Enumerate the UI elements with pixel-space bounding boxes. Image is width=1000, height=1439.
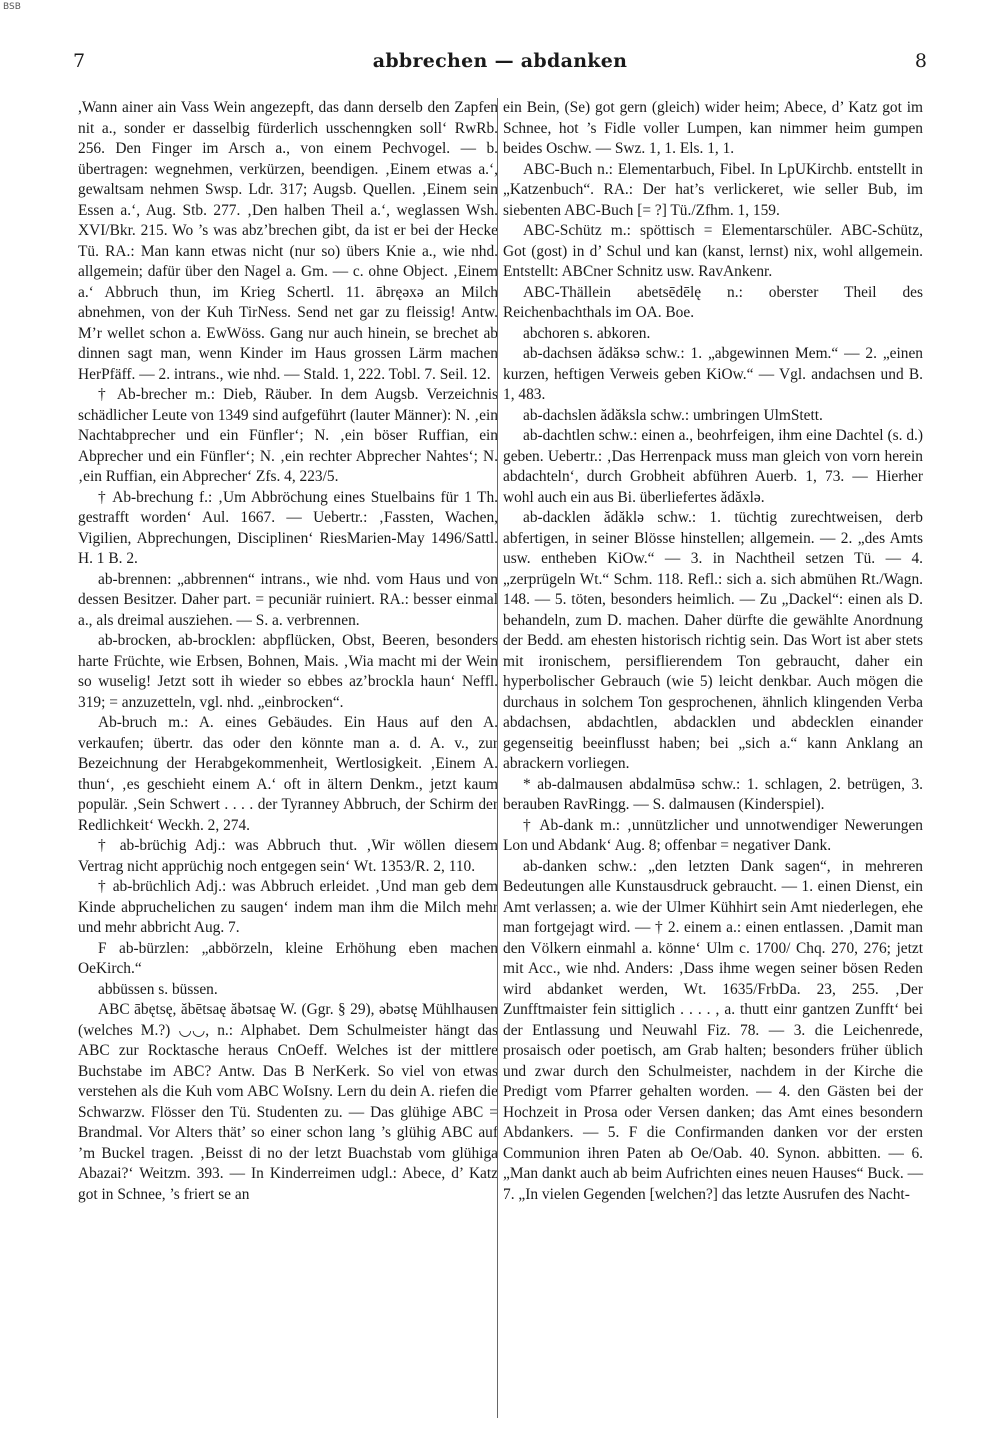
entry-ab-brechung: † Ab-brechung f.: ‚Um Abbröchung eines Stuelbains für 1 Th. gestrafft worden‘ Aul. 1667. — Uebertr.: ‚Fassten, Wachen, Vigilien, Abprechungen, Disciplinen‘ RiesMarien-May 1496/Sattl. H. 1 B. 2. <box>78 488 498 567</box>
entry-ab-dank: † Ab-dank m.: ‚unnützlicher und unnotwendiger Newerungen Lon und Abdank‘ Aug. 8; offenbar = negativer Dank. <box>503 816 923 854</box>
entry-ab-dachslen: ab-dachslen ădăksla schw.: umbringen UlmStett. <box>523 406 823 424</box>
entry-abc-schuetz: ABC-Schütz m.: spöttisch = Elementarschüler. ABC-Schütz, Got (gost) in d’ Schul und kan (kanst, lernst) nix, wohl allgemein. Entstellt: ABCner Schnitz usw. RavAnkenr. <box>503 222 923 280</box>
entry-ab-bruechig: † ab-brüchig Adj.: was Abbruch thut. ‚Wir wöllen diesem Vertrag nicht apprüchig noch entgegen sein‘ Wt. 1353/R. 2, 110. <box>78 837 498 875</box>
entry-abc-buch: ABC-Buch n.: Elementarbuch, Fibel. In LpUKirchb. entstellt in „Katzenbuch“. RA.: Der hat’s verlickeret, wie seller Bub, im siebenten ABC-Buch [= ?] Tü./Zfhm. 1, 159. <box>503 160 923 219</box>
entry-ab-dalmausen: * ab-dalmausen abdalmūsə schw.: 1. schlagen, 2. betrügen, 3. berauben RavRingg. — S. dalmausen (Kinderspiel). <box>503 775 923 813</box>
page-number-left: 7 <box>73 50 86 72</box>
page-number-right: 8 <box>914 50 927 72</box>
entry-ab-brennen: ab-brennen: „abbrennen“ intrans., wie nhd. vom Haus und von dessen Besitzer. Daher part. = pecuniär ruiniert. RA.: besser einmal a., als dreimal ausziehen. — S. a. verbrennen. <box>78 570 498 629</box>
left-column <box>78 98 498 1205</box>
entry-ab-bruechlich: † ab-brüchlich Adj.: was Abbruch erleidet. ‚Und man geb dem Kinde abpruchelichen zu saugen‘ indem man ihm die Milch mehr und mehr abbricht Aug. 7. <box>78 878 498 936</box>
entry-ab-danken: ab-danken schw.: „den letzten Dank sagen“, in mehreren Bedeutungen alle Kunstausdruck gebraucht. — 1. einen Dienst, ein Amt verlassen; a. wie der Ulmer Kühhirt sein Amt niederlegen, ehe man fortgejagt wird. — † 2. einem a.: einen entlassen. ‚Damit man den Völkern einmahl a. könne‘ Ulm c. 1700/ Chq. 270, 276; jetzt mit Acc., wie nhd. Anders: ‚Dass ihme wegen seiner bösen Reden wird abdanket werden, Wt. 1635/FrbDa. 23, 255. ‚Der Zunfftmaister fein sittiglich . . . . , a. thutt einr gantzen Zunfft‘ bei der Entlassung und Neuwahl Fiz. 78. — 3. die Leichenrede, prosaisch oder poetisch, am Grab halten; besonders früher üblich und zwar durch den Schulmeister, nachdem in der Kirche die Predigt vom Pfarrer gehalten worden. — 4. den Gästen bei der Hochzeit in Prosa oder Versen danken; das Amt eines besondern Abdankers. — 5. F die Confirmanden danken vor der ersten Communion ihren Paten ab Oe/Oab. 40. Synon. abbitten. — 6. „Man dankt auch ab beim Aufrichten eines neuen Hauses“ Buck. — 7. „In vielen Gegenden [welchen?] das letzte Ausrufen des Nacht- <box>503 857 923 1203</box>
entry-ab-dacklen: ab-dacklen ădăklə schw.: 1. tüchtig zurechtweisen, derb abfertigen, in seiner Blösse hinstellen; allgemein. — 2. „des Amts usw. entheben KiOw.“ — 3. in Nachtheil setzen Tü. — 4. „zerprügeln Wt.“ Schm. 118. Refl.: sich a. sich abmühen Rt./Wagn. 148. — 5. töten, besonders heimlich. — Zu „Dackel“: einen als D. behandeln, zum D. machen. Daher dürfte die gewählte Anordnung der Bedd. am ehesten historisch richtig sein. Das Wort ist aber stets mit ironischem, persiflierendem Ton gebraucht, daher ein hyperbolischer Gebrauch (wie 5) leicht denkbar. Auch mögen die durchaus in solchem Ton gesprochenen, ähnlich klingenden Verba abdachsen, abdachtlen, abdacklen und abdecklen einander gegenseitig beeinflusst haben; bei „sich a.“ kann Anklang an abrackern vorliegen. <box>503 509 923 772</box>
entry-abbuessen: abbüssen s. büssen. <box>98 980 218 998</box>
running-head <box>0 50 1000 78</box>
entry-ab-buerzlen: F ab-bürzlen: „abbörzeln, kleine Erhöhung eben machen OeKirch.“ <box>78 939 498 977</box>
entry-ab-brecher: † Ab-brecher m.: Dieb, Räuber. In dem Augsb. Verzeichnis schädlicher Leute von 1349 sind aufgeführt (lauter Männer): N. ‚ein Nachtabprecher und ein Fünfler‘; N. ‚ein böser Ruffian, ein Abprecher und ein Fünfler‘; N. ‚ein rechter Abprecher Nahtes‘; N. ‚ein Ruffian, ein Abprecher‘ Zfs. 4, 223/5. <box>78 386 498 485</box>
entry-abc: ABC ābętsę, ăbētsaę ăbətsaę W. (Ggr. § 29), əbətsę Mühlhausen (welches M.?) ◡◡, n.: Alphabet. Dem Schulmeister hängt das ABC zur Rocktasche heraus CnOeff. Welches ist der mittlere Buchstabe im ABC? Antw. Das B NerKerk. So viel von etwas verstehen als die Kuh vom ABC WoIsny. Lern du dein A. riefen die Schwarzw. Flösser den Tü. Studenten zu. — Das glühige ABC = Brandmal. Vor Alters thät’ so einer schon lang ’s glühig ABC auf ’m Buckel tragen. ‚Beisst di no der letzt Buachstab vom glühiga Abazai?‘ Weitzm. 393. — In Kinderreimen udgl.: Abece, d’ Katz got in Schnee, ’s friert se an <box>78 1001 498 1203</box>
library-stamp: BSB <box>3 2 21 12</box>
entry-ab-dachtlen: ab-dachtlen schw.: einen a., beohrfeigen, ihm eine Dachtel (s. d.) geben. Uebertr.: ‚Das Herrenpack muss man gleich von vorn herein abdachteln‘, durch Grobheit abführen Auerb. 1, 73. — Hierher wohl auch ein aus Bi. überliefertes ădăxlə. <box>503 427 923 506</box>
entry-abchoren: abchoren s. abkoren. <box>523 324 651 342</box>
entry-text: ein Bein, (Se) got gern (gleich) wider heim; Abece, d’ Katz got im Schnee, hot ’s Fidle voller Lumpen, kan nimmer heim gumpen beides Oschw. — Swz. 1, 1. Els. 1, 1. <box>503 99 923 157</box>
column-divider <box>497 98 498 1418</box>
page-title: abbrechen — abdanken <box>372 50 628 72</box>
entry-ab-dachsen: ab-dachsen ădăksə schw.: 1. „abgewinnen Mem.“ — 2. „einen kurzen, heftigen Verweis geben KiOw.“ — Vgl. andachsen und B. 1, 483. <box>503 345 923 403</box>
entry-ab-bruch: Ab-bruch m.: A. eines Gebäudes. Ein Haus auf den A. verkaufen; übertr. das oder den könnte man a. d. A. v., zur Bezeichnung der Herabgekommenheit, Wertlosigkeit. ‚Einem A. thun‘, ‚es geschieht einem A.‘ oft in ältern Denkm., jetzt kaum populär. ‚Sein Schwert . . . . der Tyranney Abbruch, der Schirm der Redlichkeit‘ Weckh. 2, 274. <box>78 714 498 834</box>
entry-abc-thaellein: ABC-Thällein abetsēdēlę n.: oberster Theil des Reichenbachthals im OA. Boe. <box>503 283 923 321</box>
right-column <box>503 98 923 1205</box>
entry-ab-brocken: ab-brocken, ab-brocklen: abpflücken, Obst, Beeren, besonders harte Früchte, wie Erbsen, Bohnen, Mais. ‚Wia macht mi der Wein so wuselig! Jetzt sott ih wieder so ebbes az’brockla haun‘ Neffl. 319; = anzuzetteln, vgl. nhd. „einbrocken“. <box>78 632 498 711</box>
entry-text: ,Wann ainer ain Vass Wein angezepft, das dann derselb den Zapfen nit a., sonder er dasselbig fürderlich usschenngken soll‘ RwRb. 256. Den Finger im Arsch a., von einem Pechvogel. — b. übertragen: wegnehmen, verkürzen, beendigen. ‚Einem etwas a.‘, gewaltsam nehmen Swsp. Ldr. 317; Augsb. Quellen. ‚Einem sein Essen a.‘, Aug. Stb. 277. ‚Den halben Theil a.‘, weglassen Wsh. XVI/Bkr. 215. Wo ’s was abz’brechen gibt, da ist er bei der Hecke Tü. RA.: Man kann etwas nicht (nur so) übers Knie a., wie nhd. allgemein; dafür über den Nagel a. Gm. — c. ohne Object. ‚Einem a.‘ Abbruch thun, im Krieg Schertl. 11. ābręəxə an Milch abnehmen, von der Kuh TirNess. Send net gar zu fleissig! Antw. M’r wellet schon a. EwWöss. Gang nur auch hinein, se brechet ab dinnen sagt man, wenn Kinder im Haus grossen Lärm machen HerPfäff. — 2. intrans., wie nhd. — Stald. 1, 222. Tobl. 7. Seil. 12. <box>78 99 498 383</box>
